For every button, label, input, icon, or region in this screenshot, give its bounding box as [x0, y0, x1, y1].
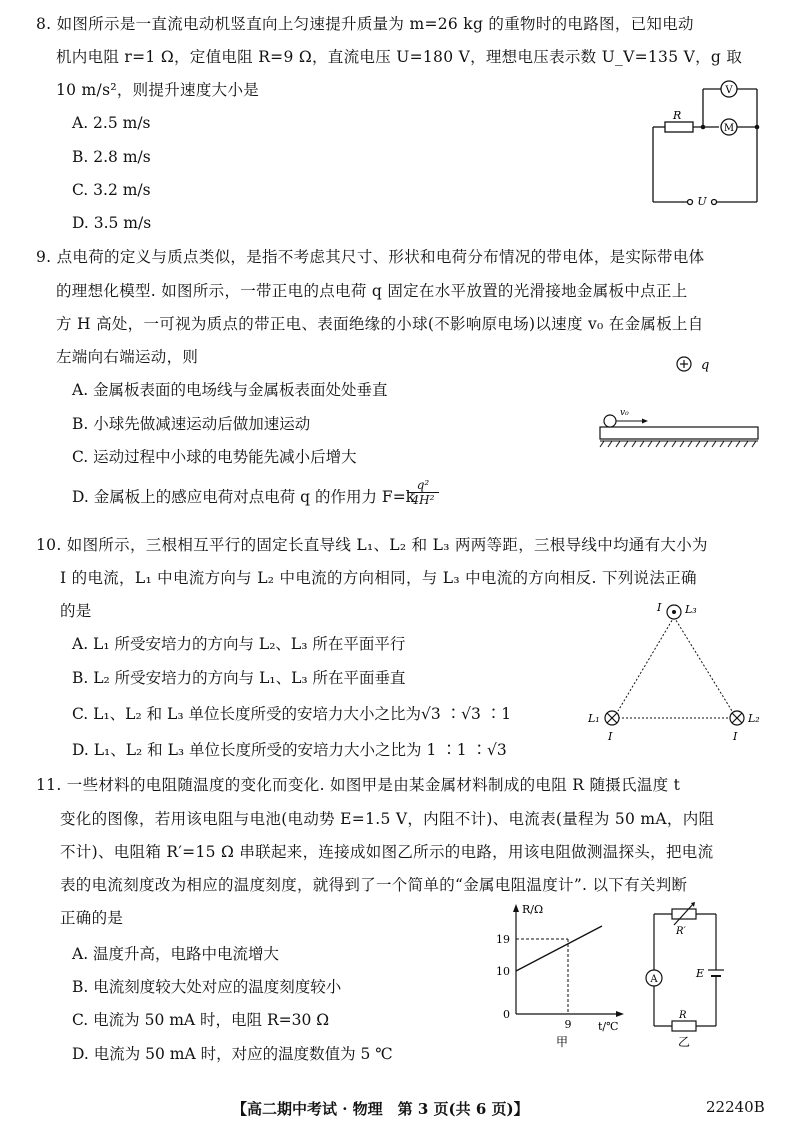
- y-tick-0: 0: [503, 1008, 510, 1021]
- fraction-numerator: q²: [416, 478, 430, 492]
- q9-metal-plate-figure: [598, 348, 764, 454]
- q9-option-a: A. 金属板表面的电场线与金属板表面处处垂直: [72, 381, 388, 399]
- resistor-r-probe: [672, 1021, 696, 1031]
- label-r-prime: R′: [676, 926, 686, 937]
- q10-line-1: 10. 如图所示，三根相互平行的固定长直导线 L₁、L₂ 和 L₃ 两两等距，三根导线中均通有大小为: [36, 536, 708, 554]
- q9-option-d: D. 金属板上的感应电荷对点电荷 q 的作用力 F=k: [72, 488, 416, 506]
- q8-option-b: B. 2.8 m/s: [72, 148, 151, 166]
- fraction-denominator: 4H²: [407, 492, 439, 507]
- q11-option-b: B. 电流刻度较大处对应的温度刻度较小: [72, 978, 342, 996]
- label-e: E: [696, 967, 705, 980]
- figure-caption-jia: 甲: [556, 1035, 569, 1049]
- ground-hatching: [600, 441, 758, 447]
- label-m: M: [723, 123, 735, 134]
- q11-line-5: 正确的是: [60, 909, 124, 927]
- q11-resistance-temperature-graph: [494, 898, 636, 1050]
- small-ball: [604, 415, 616, 427]
- q8-line-1: 8. 如图所示是一直流电动机竖直向上匀速提升质量为 m=26 kg 的重物时的电路图，已知电动: [36, 15, 694, 33]
- exam-code: 22240B: [706, 1098, 765, 1116]
- q10-option-c: C. L₁、L₂ 和 L₃ 单位长度所受的安培力大小之比为√3 ∶√3 ∶1: [72, 705, 512, 723]
- q11-line-4: 表的电流刻度改为相应的温度刻度，就得到了一个简单的“金属电阻温度计”. 以下有关判断: [60, 876, 688, 894]
- q11-option-d: D. 电流为 50 mA 时，对应的温度数值为 5 ℃: [72, 1045, 393, 1063]
- label-l2: L₂: [748, 712, 760, 725]
- label-l2-current: I: [733, 730, 738, 743]
- q9-option-b: B. 小球先做减速运动后做加速运动: [72, 415, 311, 433]
- q8-option-c: C. 3.2 m/s: [72, 181, 151, 199]
- label-u: U: [697, 195, 707, 208]
- resistor-r: [665, 122, 693, 132]
- q9-option-c: C. 运动过程中小球的电势能先减小后增大: [72, 448, 357, 466]
- q11-line-2: 变化的图像，若用该电阻与电池(电动势 E=1.5 V，内阻不计)、电流表(量程为 50 mA，内阻: [60, 810, 715, 828]
- q8-option-a: A. 2.5 m/s: [72, 114, 151, 132]
- label-l3-current: I: [657, 601, 662, 614]
- label-q: q: [701, 358, 710, 373]
- label-v0: v₀: [620, 408, 629, 418]
- q11-thermometer-circuit: [640, 898, 730, 1050]
- q11-line-3: 不计)、电阻箱 R′=15 Ω 串联起来，连接成如图乙所示的电路，用该电阻做测温探头，把电流: [60, 843, 714, 861]
- q8-motor-circuit-figure: [645, 76, 765, 211]
- resistance-line: [516, 926, 602, 971]
- q9-line-2: 的理想化模型. 如图所示，一带正电的点电荷 q 固定在水平放置的光滑接地金属板中点正上: [56, 282, 688, 300]
- q10-option-b: B. L₂ 所受安培力的方向与 L₁、L₃ 所在平面垂直: [72, 669, 406, 687]
- q10-option-d: D. L₁、L₂ 和 L₃ 单位长度所受的安培力大小之比为 1 ∶1 ∶√3: [72, 741, 507, 759]
- label-a: A: [650, 974, 658, 985]
- q11-option-a: A. 温度升高，电路中电流增大: [72, 945, 280, 963]
- figure-caption-yi: 乙: [678, 1035, 691, 1049]
- y-tick-19: 19: [496, 933, 510, 946]
- label-r: R: [673, 109, 682, 122]
- q9-force-fraction: [407, 478, 439, 507]
- q9-line-4: 左端向右端运动，则: [56, 348, 199, 366]
- label-l3: L₃: [685, 603, 697, 616]
- q9-line-1: 9. 点电荷的定义与质点类似，是指不考虑其尺寸、形状和电荷分布情况的带电体，是实际带电体: [36, 248, 705, 266]
- q11-line-1: 11. 一些材料的电阻随温度的变化而变化. 如图甲是由某金属材料制成的电阻 R 随摄氏温度 t: [36, 776, 681, 794]
- label-v: V: [725, 85, 733, 96]
- triangle-dashed-lines: [618, 617, 732, 718]
- q11-option-c: C. 电流为 50 mA 时，电阻 R=30 Ω: [72, 1011, 330, 1029]
- metal-plate: [600, 427, 758, 439]
- axis-label-r: R/Ω: [522, 903, 544, 916]
- q8-line-3: 10 m/s²，则提升速度大小是: [56, 81, 260, 99]
- label-r-bottom: R: [679, 1010, 687, 1021]
- q8-line-2: 机内电阻 r=1 Ω，定值电阻 R=9 Ω，直流电压 U=180 V，理想电压表示数 U_V=135 V，g 取: [56, 48, 743, 66]
- label-l1-current: I: [608, 730, 613, 743]
- y-tick-10: 10: [496, 965, 510, 978]
- q9-line-3: 方 H 高处，一可视为质点的带正电、表面绝缘的小球(不影响原电场)以速度 v₀ 在金属板上自: [56, 315, 704, 333]
- x-tick-9: 9: [564, 1018, 572, 1031]
- label-l1: L₁: [588, 712, 600, 725]
- page-footer: 【高二期中考试 · 物理 第 3 页(共 6 页)】: [232, 1100, 529, 1118]
- q10-three-wires-figure: [582, 598, 766, 746]
- q10-line-2: I 的电流，L₁ 中电流方向与 L₂ 中电流的方向相同，与 L₃ 中电流的方向相反. 下列说法正确: [60, 569, 697, 587]
- q10-line-3: 的是: [60, 602, 92, 620]
- axis-label-t: t/℃: [598, 1020, 619, 1033]
- q8-option-d: D. 3.5 m/s: [72, 214, 152, 232]
- q10-option-a: A. L₁ 所受安培力的方向与 L₂、L₃ 所在平面平行: [72, 635, 406, 653]
